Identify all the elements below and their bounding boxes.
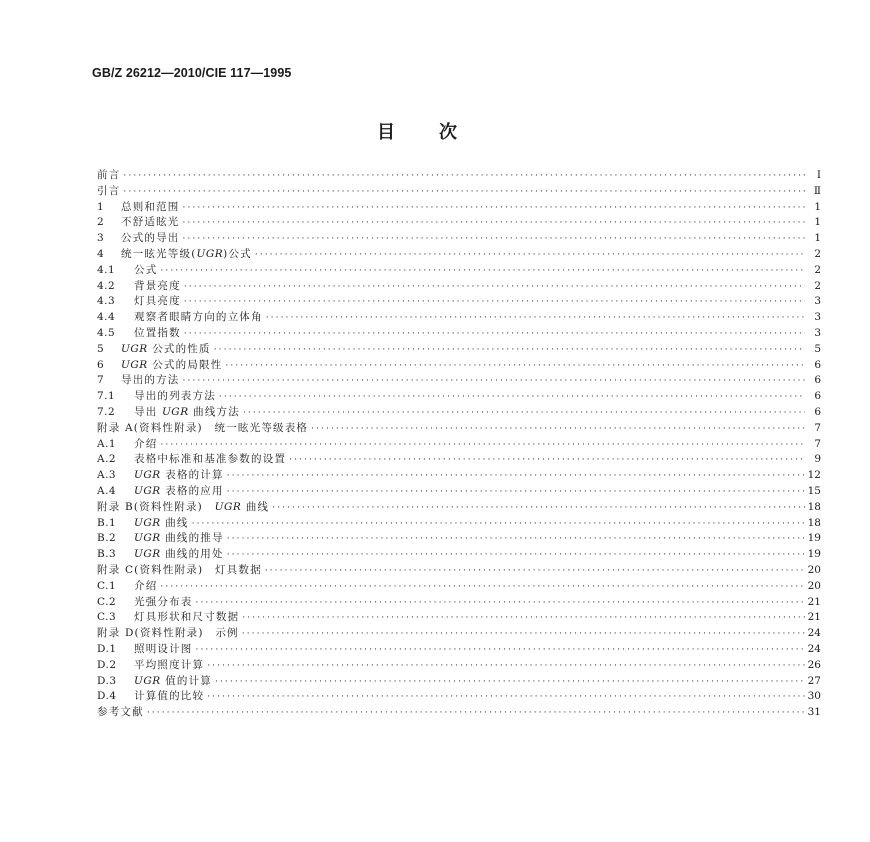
toc-entry-page: 12 [807,469,821,482]
toc-entry-label: 背景亮度 [134,279,181,292]
toc-entry-page: 20 [807,579,821,592]
toc-entry-label: 附录 D(资料性附录) 示例 [97,627,239,640]
toc-entry-number: 4 [97,247,105,260]
toc-leader-dots [214,343,805,359]
toc-entry [97,547,821,563]
toc-entry-label: 参考文献 [97,706,144,719]
toc-entry [97,595,821,611]
toc-entry-number: C.3 [97,611,117,624]
toc-entry [97,421,821,437]
toc-entry-number: 4.3 [97,295,116,308]
toc-leader-dots [227,485,805,501]
toc-entry-label: 导出的方法 [121,374,180,387]
toc-leader-dots [183,201,806,217]
toc-entry [97,579,821,595]
toc-entry [97,294,821,310]
toc-leader-dots [242,611,805,627]
toc-entry [97,247,821,263]
toc-entry-number: D.1 [97,642,117,655]
toc-entry-page: 1 [814,216,821,229]
toc-entry-label: UGR 表格的计算 [134,469,224,482]
toc-entry-number: A.2 [97,453,117,466]
toc-entry-page: 6 [814,358,821,371]
toc-entry-page: 3 [814,326,821,339]
toc-entry [97,310,821,326]
toc-entry [97,563,821,579]
toc-entry [97,610,821,626]
toc-entry-page: 3 [814,311,821,324]
toc-entry-label: 观察者眼睛方向的立体角 [134,311,263,324]
toc-entry-number: B.3 [97,548,117,561]
toc-entry-number: 4.5 [97,326,116,339]
toc-entry-label: 导出的列表方法 [134,390,216,403]
toc-leader-dots [147,706,805,722]
toc-title: 目次 [377,122,501,143]
toc-entry [97,263,821,279]
toc-entry-label: 介绍 [134,437,158,450]
toc-entry-label: UGR 值的计算 [134,674,212,687]
toc-entry [97,689,821,705]
toc-entry-number: 4.1 [97,263,116,276]
toc-leader-dots [265,564,805,580]
toc-entry-page: 24 [807,642,821,655]
toc-entry-label: UGR 公式的性质 [121,342,211,355]
toc-entry [97,516,821,532]
toc-leader-dots [160,438,805,454]
toc-leader-dots [227,548,805,564]
toc-entry [97,358,821,374]
toc-entry-label: 介绍 [134,579,158,592]
toc-entry [97,215,821,231]
toc-entry-number: B.1 [97,516,117,529]
toc-entry-label: 附录 C(资料性附录) 灯具数据 [97,563,262,576]
toc-entry-page: 7 [814,437,821,450]
toc-entry-page: 19 [807,532,821,545]
toc-entry-page: 24 [807,627,821,640]
toc-leader-dots [219,390,805,406]
toc-entry-number: A.4 [97,484,117,497]
toc-entry-page: 1 [814,232,821,245]
toc-entry-number: D.2 [97,658,117,671]
toc-entry-label: 灯具形状和尺寸数据 [134,611,240,624]
toc-leader-dots [243,406,805,422]
toc-entry-number: C.2 [97,595,117,608]
toc-leader-dots [192,517,805,533]
toc-entry-number: 4.4 [97,311,116,324]
toc-entry-page: 31 [807,706,821,719]
toc-entry-page: Ⅱ [813,184,821,197]
toc-leader-dots [160,580,805,596]
toc-entry-page: 1 [814,200,821,213]
toc-entry-page: 2 [814,247,821,260]
toc-entry-label: 光强分布表 [134,595,193,608]
toc-entry [97,326,821,342]
toc-leader-dots [242,627,805,643]
toc-entry-number: 6 [97,358,105,371]
toc-entry-number: A.1 [97,437,117,450]
toc-entry [97,452,821,468]
toc-leader-dots [184,280,805,296]
toc-entry-page: 18 [807,516,821,529]
toc-entry-label: 前言 [97,169,121,181]
toc-leader-dots [225,359,805,375]
toc-leader-dots [196,643,806,659]
toc-entry-label: 照明设计图 [134,642,193,655]
document-code: GB/Z 26212—2010/CIE 117—1995 [92,66,292,80]
toc-entry-page: 2 [814,263,821,276]
toc-entry-label: 总则和范围 [121,200,180,213]
toc-entry-label: 附录 A(资料性附录) 统一眩光等级表格 [97,421,309,434]
toc-entry-number: 7 [97,374,105,387]
toc-leader-dots [227,469,805,485]
toc-entry-number: C.1 [97,579,117,592]
toc-entry [97,389,821,405]
toc-entry-label: 位置指数 [134,326,181,339]
toc-entry-label: UGR 公式的局限性 [121,358,223,371]
toc-entry [97,658,821,674]
toc-entry [97,484,821,500]
table-of-contents [97,168,821,721]
toc-entry-page: 6 [814,374,821,387]
toc-entry-page: 2 [814,279,821,292]
toc-entry-label: 不舒适眩光 [121,216,180,229]
toc-entry [97,184,821,200]
toc-leader-dots [183,374,806,390]
toc-leader-dots [196,596,806,612]
toc-entry [97,500,821,516]
toc-entry-page: 27 [807,674,821,687]
toc-entry-label: 公式 [134,263,158,276]
toc-entry-page: 6 [814,390,821,403]
toc-leader-dots [183,232,806,248]
toc-leader-dots [289,453,805,469]
toc-entry-label: 引言 [97,184,121,197]
toc-entry-number: 5 [97,342,105,355]
toc-entry-number: D.3 [97,674,117,687]
toc-entry-label: 附录 B(资料性附录) UGR 曲线 [97,500,270,513]
toc-leader-dots [184,327,805,343]
toc-entry-number: B.2 [97,532,117,545]
toc-entry-number: 7.2 [97,405,116,418]
toc-entry-page: 6 [814,405,821,418]
toc-leader-dots [123,169,805,185]
toc-entry [97,437,821,453]
toc-leader-dots [183,216,806,232]
toc-entry-number: 7.1 [97,390,116,403]
toc-entry-page: 7 [814,421,821,434]
toc-leader-dots [123,185,805,201]
toc-entry-label: UGR 表格的应用 [134,484,224,497]
toc-entry [97,168,821,184]
toc-leader-dots [311,422,805,438]
toc-entry [97,342,821,358]
toc-entry [97,674,821,690]
toc-entry-page: 5 [814,342,821,355]
toc-entry-page: 18 [807,500,821,513]
toc-entry-page: 21 [807,611,821,624]
toc-entry [97,231,821,247]
toc-entry-label: UGR 曲线的推导 [134,532,224,545]
toc-leader-dots [215,675,805,691]
toc-entry-label: UGR 曲线 [134,516,189,529]
toc-leader-dots [160,264,805,280]
toc-entry-label: 导出 UGR 曲线方法 [134,405,240,418]
toc-entry-label: 公式的导出 [121,232,180,245]
toc-entry-number: 3 [97,232,105,245]
toc-leader-dots [266,311,805,327]
toc-entry-label: 平均照度计算 [134,658,205,671]
toc-entry-page: 30 [807,690,821,703]
toc-entry-page: Ⅰ [816,169,821,181]
toc-entry-label: 统一眩光等级(UGR)公式 [121,247,252,260]
toc-entry-page: 3 [814,295,821,308]
toc-entry [97,468,821,484]
toc-entry-number: D.4 [97,690,117,703]
toc-entry-number: 4.2 [97,279,116,292]
toc-entry [97,373,821,389]
toc-leader-dots [272,501,805,517]
toc-entry [97,626,821,642]
toc-leader-dots [207,659,805,675]
toc-entry-number: A.3 [97,469,117,482]
toc-leader-dots [227,532,805,548]
toc-entry-page: 20 [807,563,821,576]
toc-entry [97,705,821,721]
toc-entry-number: 2 [97,216,105,229]
toc-entry-page: 9 [814,453,821,466]
toc-entry-page: 21 [807,595,821,608]
toc-entry-page: 26 [807,658,821,671]
toc-entry [97,200,821,216]
toc-entry-label: 计算值的比较 [134,690,205,703]
toc-entry [97,642,821,658]
toc-leader-dots [207,690,805,706]
toc-entry-label: 表格中标准和基准参数的设置 [134,453,287,466]
toc-entry-page: 19 [807,548,821,561]
toc-entry [97,531,821,547]
toc-entry-label: 灯具亮度 [134,295,181,308]
toc-leader-dots [255,248,805,264]
toc-entry [97,279,821,295]
toc-entry-page: 15 [807,484,821,497]
toc-leader-dots [184,295,805,311]
toc-entry [97,405,821,421]
toc-entry-label: UGR 曲线的用处 [134,548,224,561]
toc-entry-number: 1 [97,200,105,213]
